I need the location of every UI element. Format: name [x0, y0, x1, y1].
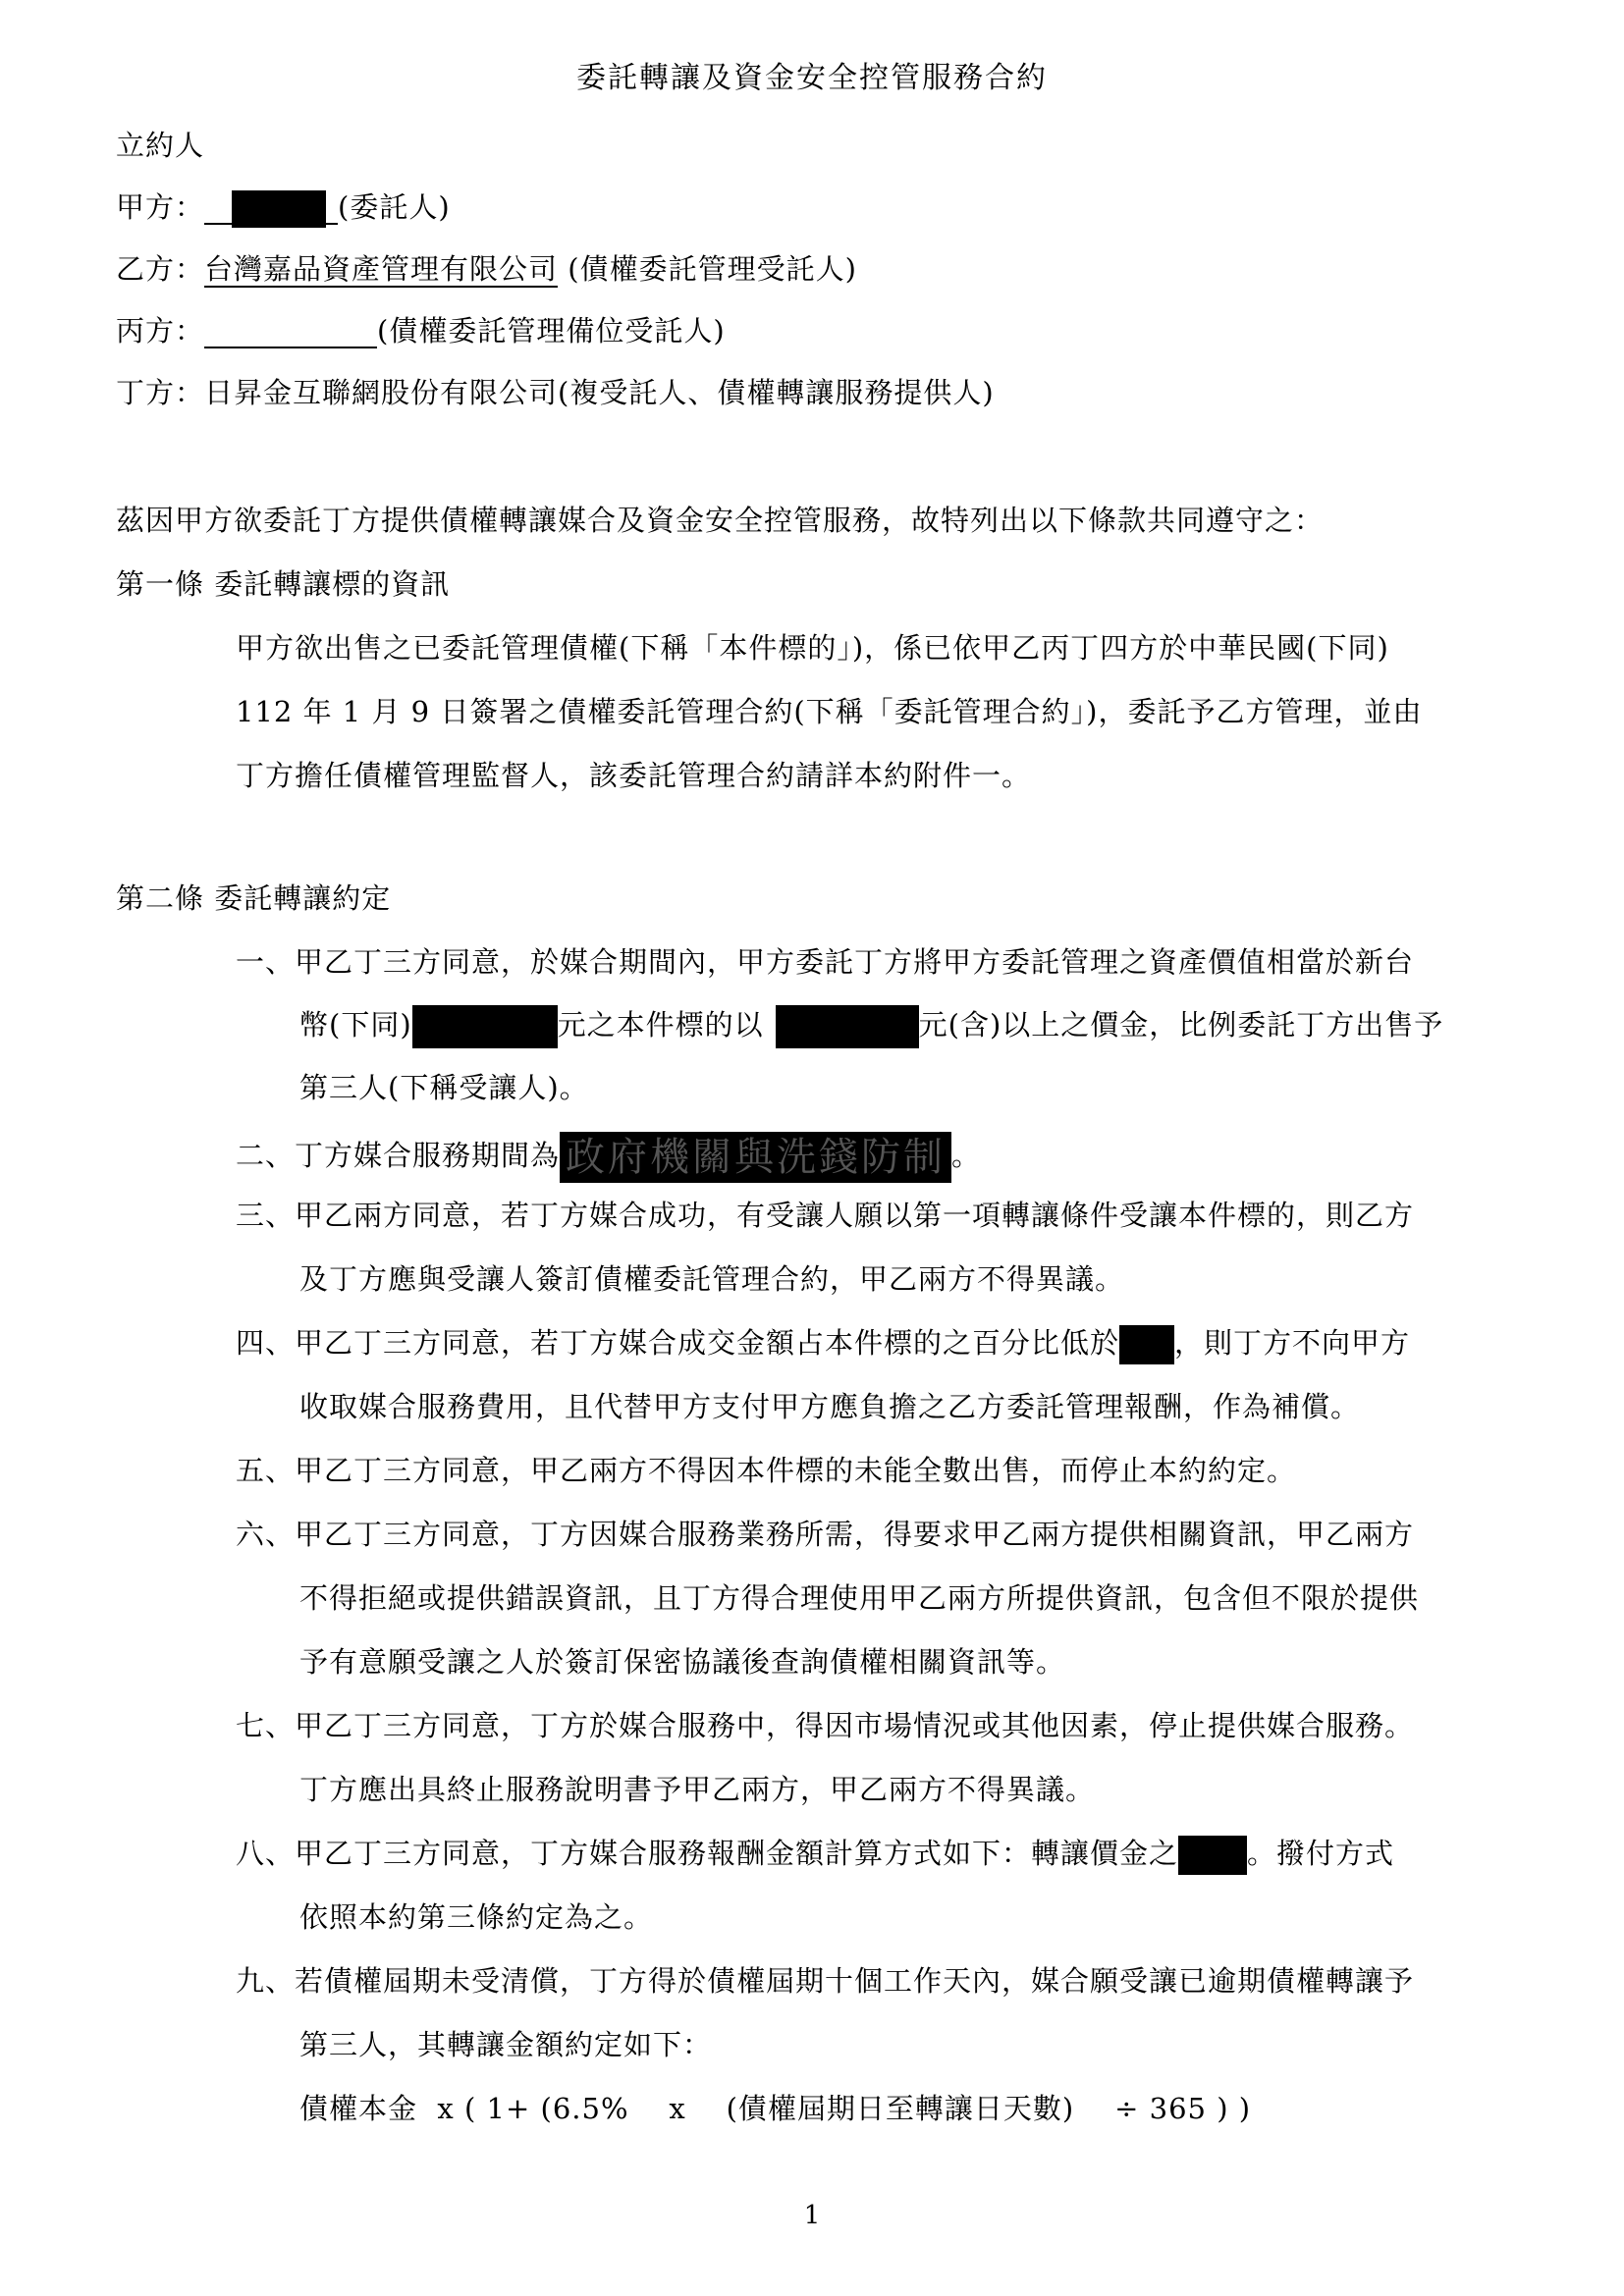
item1-tail-text: 元(含)以上之價金，比例委託丁方出售予	[918, 1008, 1444, 1041]
party-d-line: 丁方：日昇金互聯網股份有限公司(複受託人、債權轉讓服務提供人)	[116, 376, 995, 409]
party-a-prefix: 甲方：	[116, 190, 205, 224]
item6-line-1: 六、甲乙丁三方同意，丁方因媒合服務業務所需，得要求甲乙兩方提供相關資訊，甲乙兩方	[236, 1518, 1415, 1551]
party-c-line	[116, 311, 726, 350]
item8-rate-redaction	[1178, 1836, 1247, 1875]
transfer-formula: 債權本金 x ( 1+ (6.5% x (債權屆期日至轉讓日天數) ÷ 365 ) )	[299, 2092, 1252, 2125]
item8-text-b: 。撥付方式	[1247, 1837, 1395, 1870]
item1-line-1: 一、甲乙丁三方同意，於媒合期間內，甲方委託丁方將甲方委託管理之資產價值相當於新台	[236, 945, 1415, 979]
party-b-prefix: 乙方：	[116, 252, 205, 286]
party-b-suffix: (債權委託管理受託人)	[558, 252, 857, 286]
item8-line-2: 依照本約第三條約定為之。	[299, 1900, 654, 1934]
item4-line-1	[236, 1323, 1410, 1364]
intro-text: 茲因甲方欲委託丁方提供債權轉讓媒合及資金安全控管服務，故特列出以下條款共同遵守之：	[116, 504, 1325, 537]
article1-line-1: 甲方欲出售之已委託管理債權(下稱「本件標的」)，係已依甲乙丙丁四方於中華民國(下同)	[236, 631, 1389, 665]
item1-line-3: 第三人(下稱受讓人)。	[299, 1071, 589, 1104]
party-a-blank-right	[326, 193, 338, 225]
article1-heading: 第一條 委託轉讓標的資訊	[116, 567, 451, 601]
party-b-line	[116, 249, 857, 289]
item4-percent-redaction	[1119, 1325, 1174, 1364]
item6-line-3: 予有意願受讓之人於簽訂保密協議後查詢債權相關資訊等。	[299, 1645, 1066, 1679]
item3-line-2: 及丁方應與受讓人簽訂債權委託管理合約，甲乙兩方不得異議。	[299, 1262, 1125, 1296]
party-b-name: 台灣嘉品資產管理有限公司	[204, 252, 559, 286]
item2-watermark-redaction: 政府機關與洗錢防制	[560, 1132, 951, 1183]
item1-currency-label: 幣(下同)	[299, 1008, 412, 1041]
item8-line-1	[236, 1834, 1394, 1875]
document-title: 委託轉讓及資金安全控管服務合約	[576, 61, 1048, 95]
item3-line-1: 三、甲乙兩方同意，若丁方媒合成功，有受讓人願以第一項轉讓條件受讓本件標的，則乙方	[236, 1199, 1415, 1232]
party-c-prefix: 丙方：	[116, 314, 205, 347]
article1-line-3: 丁方擔任債權管理監督人，該委託管理合約請詳本約附件一。	[236, 759, 1032, 792]
item2-text: 二、丁方媒合服務期間為	[236, 1139, 561, 1172]
item9-line-1: 九、若債權屆期未受清償，丁方得於債權屆期十個工作天內，媒合願受讓已逾期債權轉讓予	[236, 1964, 1415, 1998]
item4-text-b: ，則丁方不向甲方	[1174, 1326, 1411, 1360]
party-c-blank	[204, 317, 377, 348]
parties-heading: 立約人	[116, 129, 205, 162]
item4-line-2: 收取媒合服務費用，且代替甲方支付甲方應負擔之乙方委託管理報酬，作為補償。	[299, 1390, 1361, 1423]
item7-line-1: 七、甲乙丁三方同意，丁方於媒合服務中，得因市場情況或其他因素，停止提供媒合服務。	[236, 1709, 1415, 1742]
item1-price-redaction	[776, 1005, 919, 1048]
party-a-suffix: (委託人)	[338, 190, 451, 224]
item1-mid-text: 元之本件標的以	[557, 1008, 764, 1041]
party-c-suffix: (債權委託管理備位受託人)	[377, 314, 726, 347]
page-number: 1	[803, 2201, 821, 2230]
party-a-redaction	[232, 190, 326, 228]
party-a-blank-left	[204, 193, 232, 225]
item1-amount-redaction	[412, 1005, 558, 1048]
item8-text-a: 八、甲乙丁三方同意，丁方媒合服務報酬金額計算方式如下：轉讓價金之	[236, 1837, 1179, 1870]
item9-line-2: 第三人，其轉讓金額約定如下：	[299, 2028, 713, 2061]
article1-line-2: 112 年 1 月 9 日簽署之債權委託管理合約(下稱「委託管理合約」)，委託予乙方管理，並由	[236, 695, 1423, 728]
item5-line: 五、甲乙丁三方同意，甲乙兩方不得因本件標的未能全數出售，而停止本約約定。	[236, 1454, 1297, 1487]
article2-heading: 第二條 委託轉讓約定	[116, 881, 392, 915]
item6-line-2: 不得拒絕或提供錯誤資訊，且丁方得合理使用甲乙兩方所提供資訊，包含但不限於提供	[299, 1581, 1420, 1615]
item2-line	[236, 1132, 981, 1183]
party-a-line	[116, 187, 451, 228]
item2-end: 。	[951, 1139, 982, 1172]
item7-line-2: 丁方應出具終止服務說明書予甲乙兩方，甲乙兩方不得異議。	[299, 1773, 1096, 1806]
item4-text-a: 四、甲乙丁三方同意，若丁方媒合成交金額占本件標的之百分比低於	[236, 1326, 1120, 1360]
item1-line-2	[299, 1005, 1443, 1048]
